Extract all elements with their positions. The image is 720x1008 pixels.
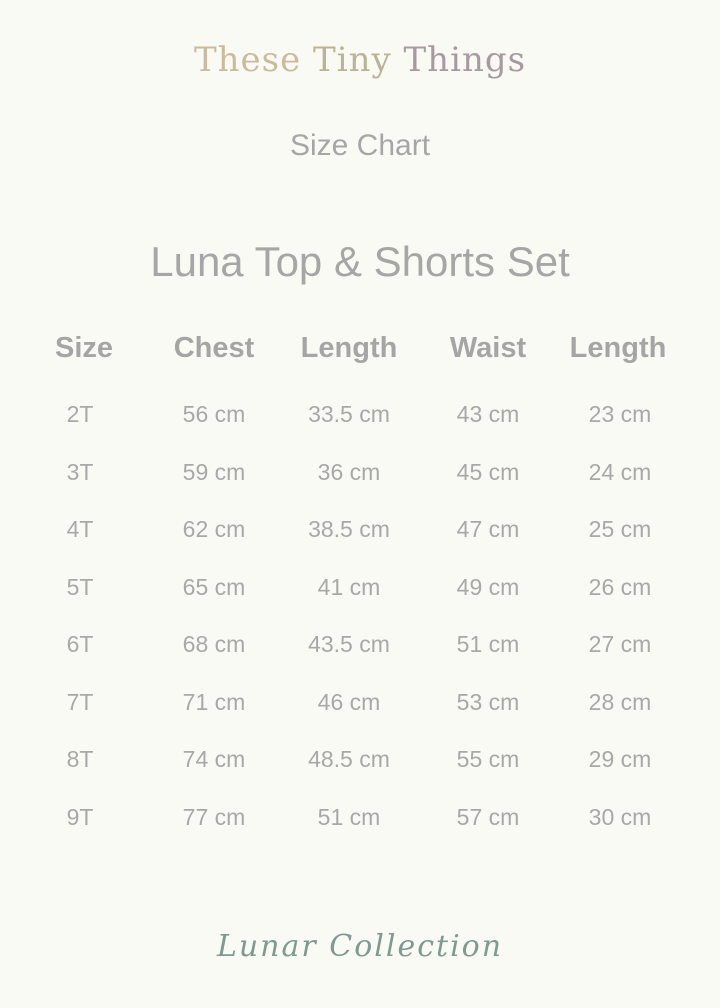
cell-shorts-length: 30 cm — [588, 804, 652, 830]
brand-word-these: These — [193, 40, 302, 80]
table-row — [0, 567, 720, 607]
cell-top-length: 33.5 cm — [308, 401, 390, 427]
cell-chest: 74 cm — [182, 746, 246, 772]
cell-waist: 47 cm — [456, 516, 520, 542]
table-row — [0, 739, 720, 779]
table-row — [0, 624, 720, 664]
cell-shorts-length: 29 cm — [588, 746, 652, 772]
cell-size: 4T — [66, 516, 94, 542]
cell-shorts-length: 26 cm — [588, 574, 652, 600]
cell-shorts-length: 28 cm — [588, 689, 652, 715]
cell-shorts-length: 23 cm — [588, 401, 652, 427]
brand-logo — [0, 38, 720, 82]
cell-shorts-length: 27 cm — [588, 631, 652, 657]
cell-shorts-length: 24 cm — [588, 459, 652, 485]
cell-waist: 51 cm — [456, 631, 520, 657]
cell-top-length: 46 cm — [317, 689, 381, 715]
cell-top-length: 51 cm — [317, 804, 381, 830]
cell-chest: 62 cm — [182, 516, 246, 542]
table-row — [0, 509, 720, 549]
cell-size: 9T — [66, 804, 94, 830]
cell-waist: 49 cm — [456, 574, 520, 600]
cell-waist: 55 cm — [456, 746, 520, 772]
cell-chest: 65 cm — [182, 574, 246, 600]
cell-top-length: 43.5 cm — [308, 631, 390, 657]
cell-top-length: 38.5 cm — [308, 516, 390, 542]
table-row — [0, 394, 720, 434]
cell-top-length: 36 cm — [317, 459, 381, 485]
cell-top-length: 48.5 cm — [308, 746, 390, 772]
cell-chest: 56 cm — [182, 401, 246, 427]
header-waist: Waist — [449, 332, 527, 364]
table-row — [0, 682, 720, 722]
cell-waist: 43 cm — [456, 401, 520, 427]
cell-chest: 77 cm — [182, 804, 246, 830]
cell-shorts-length: 25 cm — [588, 516, 652, 542]
header-size: Size — [54, 332, 114, 364]
cell-waist: 53 cm — [456, 689, 520, 715]
cell-chest: 59 cm — [182, 459, 246, 485]
cell-size: 8T — [66, 746, 94, 772]
cell-waist: 57 cm — [456, 804, 520, 830]
cell-chest: 71 cm — [182, 689, 246, 715]
table-row — [0, 797, 720, 837]
document-title: Size Chart — [289, 129, 431, 162]
table-row — [0, 452, 720, 492]
product-title: Luna Top & Shorts Set — [150, 238, 570, 285]
header-shorts-length: Length — [569, 332, 667, 364]
table-header-row — [0, 328, 720, 368]
cell-size: 5T — [66, 574, 94, 600]
brand-word-things: Things — [403, 40, 527, 80]
cell-waist: 45 cm — [456, 459, 520, 485]
cell-size: 3T — [66, 459, 94, 485]
cell-size: 6T — [66, 631, 94, 657]
cell-chest: 68 cm — [182, 631, 246, 657]
header-top-length: Length — [300, 332, 398, 364]
brand-word-tiny: Tiny — [313, 40, 392, 80]
header-chest: Chest — [173, 332, 255, 364]
collection-name: Lunar Collection — [216, 929, 504, 964]
cell-top-length: 41 cm — [317, 574, 381, 600]
cell-size: 2T — [66, 401, 94, 427]
cell-size: 7T — [66, 689, 94, 715]
